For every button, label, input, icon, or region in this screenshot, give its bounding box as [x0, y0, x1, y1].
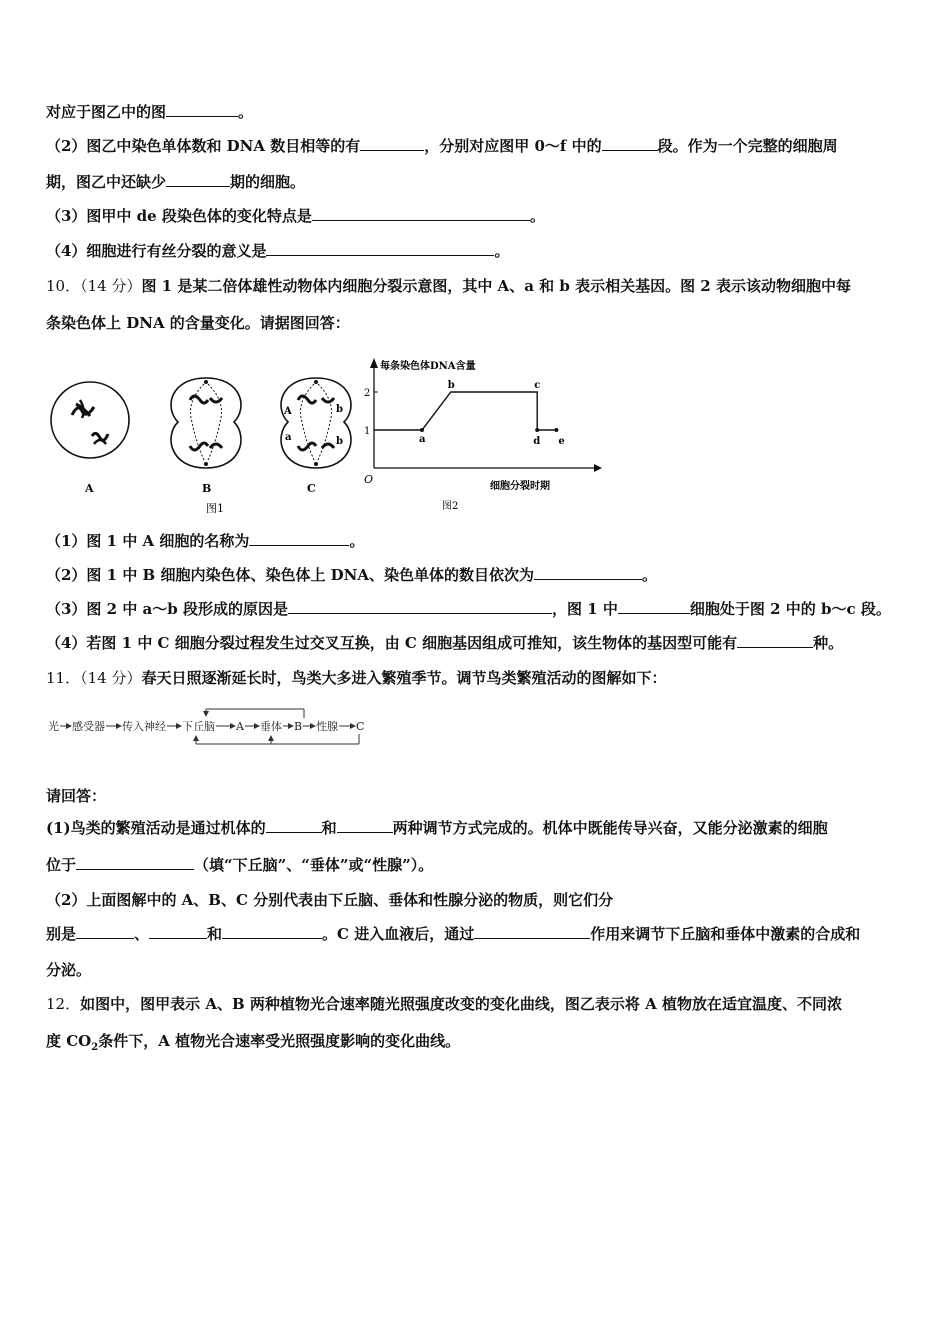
- flow-node: A: [236, 720, 244, 733]
- flow-node: 垂体: [260, 720, 282, 733]
- q9-part-2-line-1: （2）图乙中染色单体数和 DNA 数目相等的有 ，分别对应图甲 0～f 中的 段。作为一个完整的细胞周: [46, 137, 838, 155]
- answer-blank[interactable]: [534, 565, 642, 580]
- cell-label-c: C: [307, 482, 316, 495]
- figure-2-caption: 图2: [442, 501, 459, 512]
- answer-blank[interactable]: [266, 818, 322, 833]
- gene-label: a: [285, 432, 292, 443]
- cell-label-b: B: [202, 482, 212, 495]
- q10-part-4: （4）若图 1 中 C 细胞分裂过程发生过交叉互换，由 C 细胞基因组成可推知，该生物体的基因型可能有 种。: [46, 634, 844, 652]
- answer-blank[interactable]: [618, 599, 690, 614]
- q11-part-2-line-1: （2）上面图解中的 A、B、C 分别代表由下丘脑、垂体和性腺分泌的物质，则它们分: [46, 891, 614, 909]
- dna-content-line: [374, 392, 556, 430]
- answer-blank[interactable]: [166, 172, 230, 187]
- regulation-flow-diagram: [46, 706, 376, 750]
- answer-blank[interactable]: [337, 818, 393, 833]
- answer-blank[interactable]: [249, 531, 349, 546]
- question-number: 12．: [46, 995, 81, 1013]
- y-tick-label: 2: [364, 388, 371, 399]
- cell-label-a: A: [85, 482, 94, 495]
- question-number: 10．: [46, 277, 81, 295]
- q11-part-2-line-2: 别是 、 和 。C 进入血液后，通过 作用来调节下丘脑和垂体中激素的合成和: [46, 925, 861, 943]
- gene-label: b: [336, 436, 343, 447]
- answer-blank[interactable]: [166, 102, 238, 117]
- x-axis-label: 细胞分裂时期: [490, 481, 550, 492]
- answer-blank[interactable]: [312, 206, 530, 221]
- q10-part-3: （3）图 2 中 a～b 段形成的原因是 ，图 1 中 细胞处于图 2 中的 b～c 段。: [46, 600, 891, 618]
- point-label: c: [534, 380, 541, 391]
- q10-stem-line-2: 条染色体上 DNA 的含量变化。请据图回答：: [46, 314, 350, 332]
- answer-blank[interactable]: [360, 136, 424, 151]
- data-point: [420, 428, 424, 432]
- q9-part-3: （3）图甲中 de 段染色体的变化特点是 。: [46, 207, 545, 225]
- origin-label: O: [364, 473, 374, 486]
- figure-2-dna-chart: [360, 356, 610, 516]
- flow-node: 性腺: [316, 720, 338, 733]
- q9-part-2-line-2: 期，图乙中还缺少 期的细胞。: [46, 173, 306, 191]
- flow-node: C: [356, 720, 365, 733]
- point-label: b: [447, 380, 455, 391]
- gene-label: b: [336, 404, 343, 415]
- q11-request: 请回答：: [46, 787, 107, 805]
- flow-node: 下丘脑: [182, 720, 215, 733]
- cell-c-diagram: [281, 378, 351, 495]
- gene-label: A: [284, 406, 292, 417]
- figure-1-cell-division: [44, 360, 364, 520]
- chart-title: 每条染色体DNA含量: [380, 361, 476, 372]
- q11-part-1-line-1: (1)鸟类的繁殖活动是通过机体的 和 两种调节方式完成的。机体中既能传导兴奋，又能分泌激素的细胞: [46, 819, 828, 837]
- flow-node: B: [294, 720, 303, 733]
- data-point: [554, 428, 558, 432]
- q9-line-1: 对应于图乙中的图 。: [46, 103, 254, 121]
- q10-part-1: （1）图 1 中 A 细胞的名称为 。: [46, 532, 365, 550]
- point-label: e: [558, 436, 565, 447]
- answer-blank[interactable]: [266, 241, 494, 256]
- point-label: d: [533, 436, 541, 447]
- flow-node: 感受器: [72, 720, 105, 733]
- q12-stem-line-1: 12．如图中，图甲表示 A、B 两种植物光合速率随光照强度改变的变化曲线，图乙表示将 A 植物放在适宜温度、不同浓: [46, 995, 842, 1013]
- q11-part-1-line-2: 位于 （填“下丘脑”、“垂体”或“性腺”）。: [46, 856, 434, 874]
- answer-blank[interactable]: [76, 855, 194, 870]
- q12-stem-line-2: 度 $CO_2$条件下，A 植物光合速率受光照强度影响的变化曲线。: [46, 1032, 461, 1053]
- q11-part-2-line-3: 分泌。: [46, 961, 92, 979]
- q9-part-4: （4）细胞进行有丝分裂的意义是 。: [46, 242, 510, 260]
- flow-node: 光: [48, 720, 59, 733]
- q10-stem-line-1: 10．（14 分）图 1 是某二倍体雄性动物体内细胞分裂示意图，其中 A、a 和 b 表示相关基因。图 2 表示该动物细胞中每: [46, 277, 851, 295]
- cell-b-diagram: [171, 378, 241, 495]
- q10-part-2: （2）图 1 中 B 细胞内染色体、染色体上 DNA、染色单体的数目依次为 。: [46, 566, 658, 584]
- question-number: 11．: [46, 669, 81, 687]
- answer-blank[interactable]: [76, 924, 134, 939]
- figure-1-caption: 图1: [206, 502, 224, 515]
- question-score: （14 分）: [80, 669, 142, 687]
- answer-blank[interactable]: [737, 633, 813, 648]
- answer-blank[interactable]: [474, 924, 590, 939]
- cell-a-diagram: [51, 382, 129, 495]
- flow-node: 传入神经: [122, 720, 166, 733]
- answer-blank[interactable]: [288, 599, 552, 614]
- point-label: a: [419, 434, 426, 445]
- answer-blank[interactable]: [222, 924, 322, 939]
- q11-stem: 11．（14 分）春天日照逐渐延长时，鸟类大多进入繁殖季节。调节鸟类繁殖活动的图解如下：: [46, 669, 667, 687]
- data-point: [535, 428, 539, 432]
- y-tick-label: 1: [364, 426, 371, 437]
- answer-blank[interactable]: [149, 924, 207, 939]
- question-score: （14 分）: [80, 277, 142, 295]
- answer-blank[interactable]: [602, 136, 658, 151]
